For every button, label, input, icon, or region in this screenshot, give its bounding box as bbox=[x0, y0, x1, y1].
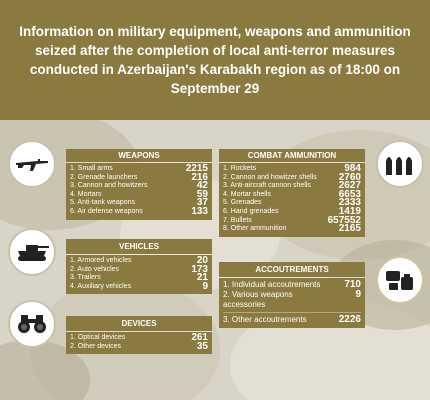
item-value: 1419 bbox=[338, 205, 361, 217]
combat-ammunition-list bbox=[219, 163, 365, 237]
devices-row bbox=[70, 334, 208, 343]
vehicles-row bbox=[70, 263, 208, 275]
rifle-icon bbox=[14, 154, 50, 174]
item-value: 59 bbox=[196, 188, 208, 200]
item-label: 6. Air defense weapons bbox=[70, 207, 143, 215]
accoutrements-row bbox=[223, 290, 361, 310]
item-label: 1. Optical devices bbox=[70, 334, 126, 341]
item-label: 2. Auto vehicles bbox=[70, 265, 120, 273]
item-value: 984 bbox=[344, 163, 361, 174]
item-value: 2760 bbox=[338, 171, 361, 183]
page-header bbox=[0, 0, 430, 120]
item-label: 7. Bullets bbox=[223, 216, 252, 224]
item-value: 20 bbox=[196, 255, 208, 266]
item-value: 133 bbox=[191, 205, 208, 217]
item-label: 5. Anti-tank weapons bbox=[70, 199, 135, 207]
vehicles-row bbox=[70, 257, 208, 266]
item-value: 9 bbox=[355, 289, 361, 300]
item-value: 710 bbox=[344, 279, 361, 290]
devices-row bbox=[70, 340, 208, 352]
item-label: 3. Cannon and howitzers bbox=[70, 182, 148, 190]
item-value: 2627 bbox=[338, 180, 361, 192]
tank-icon-badge bbox=[8, 228, 56, 276]
ammunition-icon bbox=[383, 151, 417, 177]
item-label: 3. Trailers bbox=[70, 274, 101, 282]
item-label: 2. Cannon and howitzer shells bbox=[223, 173, 317, 181]
vehicles-panel bbox=[66, 239, 212, 294]
weapons-panel bbox=[66, 149, 212, 220]
item-label: 1. Individual accoutrements bbox=[223, 280, 321, 289]
item-label: 1. Small arms bbox=[70, 165, 113, 172]
item-value: 35 bbox=[196, 340, 208, 352]
weapons-title: WEAPONS bbox=[66, 149, 212, 162]
devices-title: DEVICES bbox=[66, 316, 212, 331]
weapons-row bbox=[70, 171, 208, 183]
accoutrements-row bbox=[223, 315, 361, 325]
devices-panel bbox=[66, 316, 212, 354]
ammunition-icon-badge bbox=[376, 140, 424, 188]
combat-ammunition-title: COMBAT AMMUNITION bbox=[219, 149, 365, 162]
weapons-row bbox=[70, 165, 208, 174]
binoculars-icon-badge bbox=[8, 300, 56, 348]
weapons-row bbox=[70, 199, 208, 208]
vehicles-row bbox=[70, 280, 208, 292]
item-value: 2165 bbox=[338, 223, 361, 235]
vehicles-title: VEHICLES bbox=[66, 239, 212, 254]
item-value: 2333 bbox=[338, 197, 361, 209]
weapons-row bbox=[70, 182, 208, 191]
accoutrements-row bbox=[223, 280, 361, 290]
item-label: 2. Other devices bbox=[70, 342, 121, 350]
item-value: 216 bbox=[191, 171, 208, 183]
item-value: 42 bbox=[196, 180, 208, 192]
accoutrements-title: ACCOUTREMENTS bbox=[219, 262, 365, 277]
accoutrements-list bbox=[219, 278, 365, 328]
weapons-row bbox=[70, 188, 208, 200]
item-label: 6. Hand grenades bbox=[223, 207, 279, 215]
binoculars-icon bbox=[15, 313, 49, 335]
divider bbox=[223, 312, 361, 313]
item-label: 1. Rockets bbox=[223, 165, 257, 172]
devices-list bbox=[66, 332, 212, 354]
item-label: 8. Other ammunition bbox=[223, 225, 287, 233]
rifle-icon-badge bbox=[8, 140, 56, 188]
item-value: 261 bbox=[191, 332, 208, 343]
item-value: 9 bbox=[202, 280, 208, 292]
item-value: 21 bbox=[196, 272, 208, 284]
weapons-row bbox=[70, 205, 208, 217]
accoutrements-icon bbox=[383, 267, 417, 293]
combat-ammunition-row bbox=[223, 225, 361, 234]
item-label: 2. Grenade launchers bbox=[70, 173, 138, 181]
item-value: 2215 bbox=[185, 163, 208, 174]
item-label: 1. Armored vehicles bbox=[70, 257, 132, 264]
accoutrements-icon-badge bbox=[376, 256, 424, 304]
item-label: 3. Anti-aircraft cannon shells bbox=[223, 182, 311, 190]
item-label: 4. Mortars bbox=[70, 190, 102, 198]
combat-ammunition-panel bbox=[219, 149, 365, 237]
weapons-list bbox=[66, 163, 212, 220]
tank-icon bbox=[14, 241, 50, 263]
item-value: 37 bbox=[196, 197, 208, 209]
item-value: 657552 bbox=[327, 214, 361, 226]
vehicles-list bbox=[66, 255, 212, 294]
item-label: 5. Grenades bbox=[223, 199, 262, 207]
item-value: 2226 bbox=[338, 314, 361, 325]
vehicles-row bbox=[70, 274, 208, 283]
item-value: 173 bbox=[191, 263, 208, 275]
item-label: 4. Mortar shells bbox=[223, 190, 271, 198]
accoutrements-panel bbox=[219, 262, 365, 328]
item-value: 6653 bbox=[338, 188, 361, 200]
item-label: 4. Auxiliary vehicles bbox=[70, 282, 132, 290]
page-title: Information on military equipment, weapons and ammunition seized after the completion of local anti-terror measures conducted in Azerbaijan's Karabakh region as of 18:00 on September 29 bbox=[19, 24, 411, 96]
item-label: 2. Various weapons accessories bbox=[223, 290, 293, 309]
item-label: 3. Other accoutrements bbox=[223, 315, 307, 324]
